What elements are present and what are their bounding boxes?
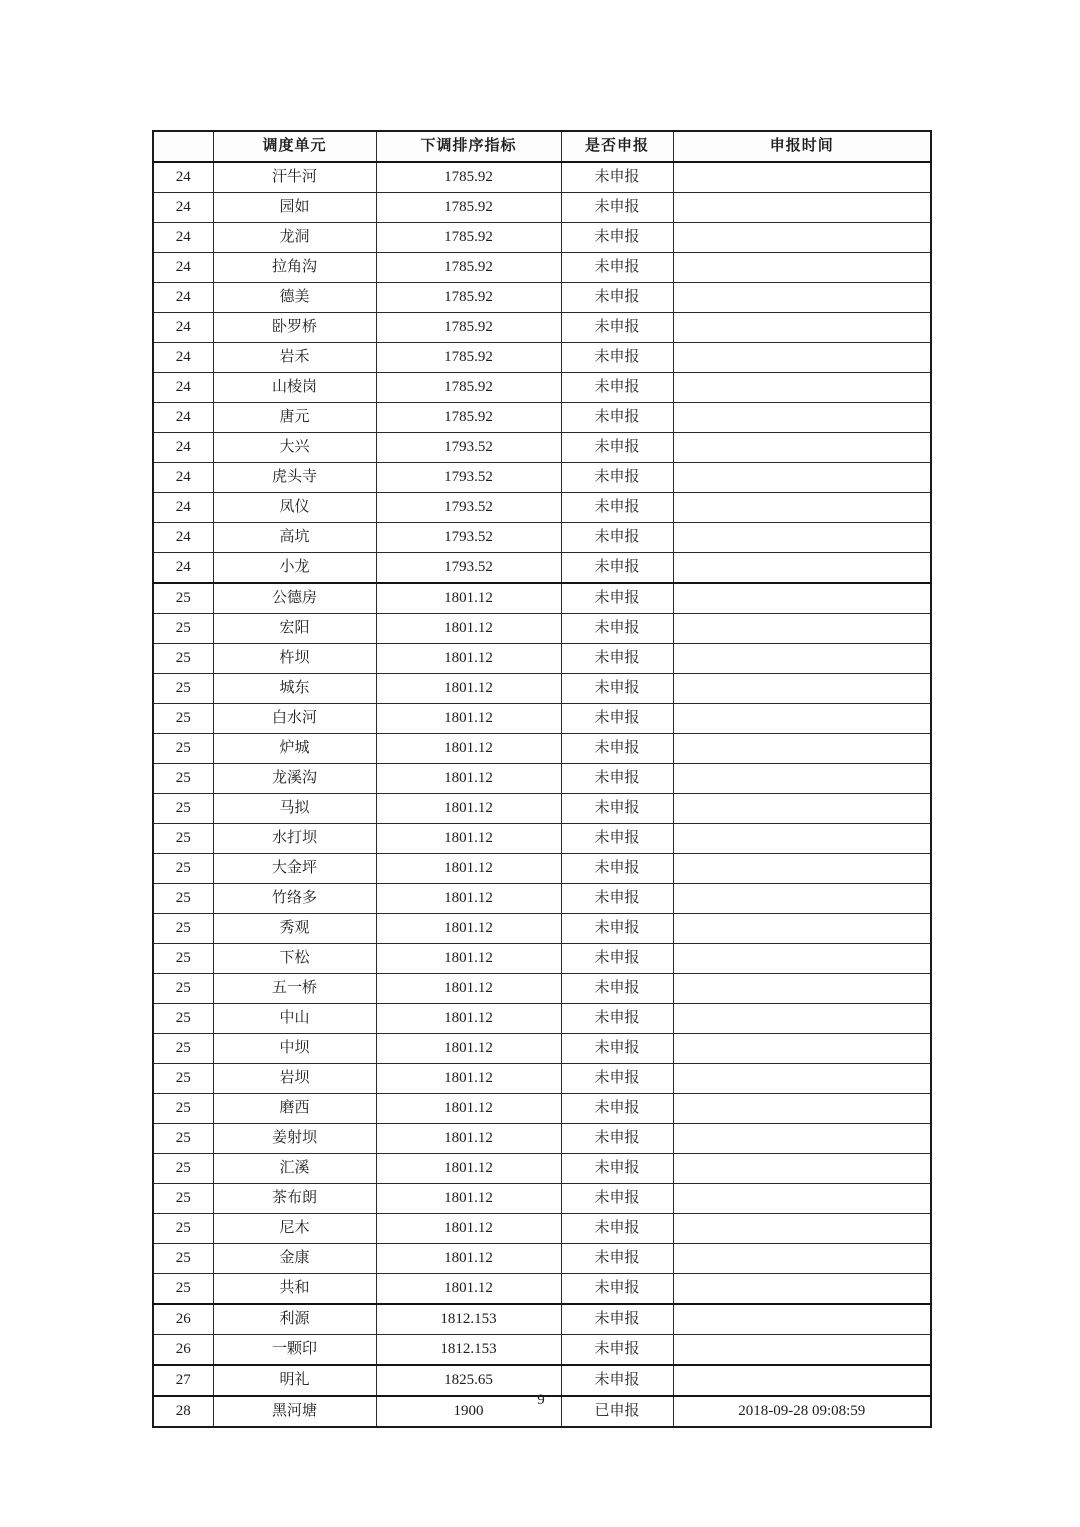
indicator-cell: 1785.92 (376, 223, 561, 253)
time-cell (673, 734, 931, 764)
unit-cell: 磨西 (213, 1094, 376, 1124)
table-row (153, 1034, 931, 1064)
indicator-cell: 1801.12 (376, 1244, 561, 1274)
status-cell: 未申报 (561, 162, 673, 193)
time-cell (673, 674, 931, 704)
time-cell (673, 944, 931, 974)
rank-cell: 27 (153, 1365, 213, 1396)
status-cell: 未申报 (561, 734, 673, 764)
status-cell: 未申报 (561, 1154, 673, 1184)
table-row (153, 704, 931, 734)
status-cell: 未申报 (561, 644, 673, 674)
table-row (153, 583, 931, 614)
status-cell: 未申报 (561, 433, 673, 463)
time-cell (673, 1064, 931, 1094)
indicator-cell: 1793.52 (376, 523, 561, 553)
rank-cell: 25 (153, 583, 213, 614)
unit-cell: 大金坪 (213, 854, 376, 884)
table-row (153, 1335, 931, 1366)
time-cell (673, 433, 931, 463)
indicator-cell: 1785.92 (376, 162, 561, 193)
unit-cell: 公德房 (213, 583, 376, 614)
unit-cell: 汇溪 (213, 1154, 376, 1184)
indicator-cell: 1801.12 (376, 704, 561, 734)
time-cell (673, 914, 931, 944)
rank-cell: 24 (153, 193, 213, 223)
unit-cell: 中山 (213, 1004, 376, 1034)
time-cell (673, 1304, 931, 1335)
status-cell: 未申报 (561, 704, 673, 734)
rank-cell: 25 (153, 884, 213, 914)
col-header-0 (153, 131, 213, 162)
status-cell: 未申报 (561, 583, 673, 614)
indicator-cell: 1801.12 (376, 1034, 561, 1064)
time-cell (673, 824, 931, 854)
table-row (153, 433, 931, 463)
time-cell (673, 794, 931, 824)
unit-cell: 卧罗桥 (213, 313, 376, 343)
table-row (153, 1094, 931, 1124)
rank-cell: 25 (153, 674, 213, 704)
time-cell (673, 884, 931, 914)
unit-cell: 明礼 (213, 1365, 376, 1396)
time-cell (673, 1124, 931, 1154)
header-row (153, 131, 931, 162)
indicator-cell: 1785.92 (376, 343, 561, 373)
status-cell: 未申报 (561, 944, 673, 974)
status-cell: 未申报 (561, 1184, 673, 1214)
indicator-cell: 1801.12 (376, 1214, 561, 1244)
time-cell (673, 1034, 931, 1064)
rank-cell: 25 (153, 1124, 213, 1154)
table-row (153, 283, 931, 313)
rank-cell: 25 (153, 1154, 213, 1184)
unit-cell: 共和 (213, 1274, 376, 1305)
table-row (153, 884, 931, 914)
unit-cell: 高坑 (213, 523, 376, 553)
status-cell: 未申报 (561, 794, 673, 824)
rank-cell: 24 (153, 373, 213, 403)
table-row (153, 1304, 931, 1335)
status-cell: 未申报 (561, 914, 673, 944)
unit-cell: 城东 (213, 674, 376, 704)
table-row (153, 824, 931, 854)
time-cell (673, 704, 931, 734)
col-header-4: 申报时间 (673, 131, 931, 162)
time-cell (673, 1335, 931, 1366)
rank-cell: 25 (153, 644, 213, 674)
time-cell (673, 193, 931, 223)
table-row (153, 854, 931, 884)
table-row (153, 523, 931, 553)
unit-cell: 下松 (213, 944, 376, 974)
unit-cell: 金康 (213, 1244, 376, 1274)
table-row (153, 1214, 931, 1244)
indicator-cell: 1801.12 (376, 1184, 561, 1214)
unit-cell: 秀观 (213, 914, 376, 944)
status-cell: 未申报 (561, 1064, 673, 1094)
page-number: 9 (537, 1392, 545, 1408)
table-row (153, 1184, 931, 1214)
status-cell: 未申报 (561, 253, 673, 283)
status-cell: 未申报 (561, 343, 673, 373)
table-row (153, 253, 931, 283)
indicator-cell: 1801.12 (376, 644, 561, 674)
time-cell (673, 1244, 931, 1274)
indicator-cell: 1801.12 (376, 1064, 561, 1094)
status-cell: 未申报 (561, 1034, 673, 1064)
status-cell: 未申报 (561, 223, 673, 253)
table-row (153, 162, 931, 193)
status-cell: 未申报 (561, 1274, 673, 1305)
table-row (153, 193, 931, 223)
rank-cell: 24 (153, 313, 213, 343)
indicator-cell: 1785.92 (376, 403, 561, 433)
time-cell (673, 313, 931, 343)
table-row (153, 1124, 931, 1154)
rank-cell: 24 (153, 283, 213, 313)
indicator-cell: 1801.12 (376, 1274, 561, 1305)
table-row (153, 1274, 931, 1305)
table-row (153, 944, 931, 974)
indicator-cell: 1812.153 (376, 1335, 561, 1366)
time-cell (673, 583, 931, 614)
indicator-cell: 1825.65 (376, 1365, 561, 1396)
unit-cell: 虎头寺 (213, 463, 376, 493)
table-row (153, 734, 931, 764)
col-header-1: 调度单元 (213, 131, 376, 162)
time-cell (673, 1274, 931, 1305)
status-cell: 未申报 (561, 403, 673, 433)
status-cell: 未申报 (561, 283, 673, 313)
status-cell: 未申报 (561, 193, 673, 223)
rank-cell: 25 (153, 1214, 213, 1244)
unit-cell: 山棱岗 (213, 373, 376, 403)
unit-cell: 凤仪 (213, 493, 376, 523)
rank-cell: 24 (153, 553, 213, 584)
indicator-cell: 1801.12 (376, 674, 561, 704)
table-row (153, 644, 931, 674)
unit-cell: 一颗印 (213, 1335, 376, 1366)
time-cell (673, 553, 931, 584)
indicator-cell: 1801.12 (376, 854, 561, 884)
status-cell: 未申报 (561, 1124, 673, 1154)
rank-cell: 25 (153, 974, 213, 1004)
col-header-2: 下调排序指标 (376, 131, 561, 162)
unit-cell: 拉角沟 (213, 253, 376, 283)
rank-cell: 25 (153, 1034, 213, 1064)
time-cell (673, 523, 931, 553)
unit-cell: 黑河塘 (213, 1396, 376, 1427)
unit-cell: 炉城 (213, 734, 376, 764)
time-cell (673, 1094, 931, 1124)
indicator-cell: 1801.12 (376, 1004, 561, 1034)
indicator-cell: 1785.92 (376, 193, 561, 223)
indicator-cell: 1801.12 (376, 944, 561, 974)
rank-cell: 25 (153, 824, 213, 854)
unit-cell: 姜射坝 (213, 1124, 376, 1154)
indicator-cell: 1785.92 (376, 253, 561, 283)
rank-cell: 25 (153, 734, 213, 764)
indicator-cell: 1801.12 (376, 614, 561, 644)
unit-cell: 白水河 (213, 704, 376, 734)
indicator-cell: 1785.92 (376, 313, 561, 343)
rank-cell: 28 (153, 1396, 213, 1427)
time-cell (673, 162, 931, 193)
status-cell: 未申报 (561, 854, 673, 884)
table-row (153, 914, 931, 944)
table-row (153, 674, 931, 704)
col-header-3: 是否申报 (561, 131, 673, 162)
time-cell (673, 1184, 931, 1214)
indicator-cell: 1812.153 (376, 1304, 561, 1335)
dispatch-table (152, 130, 932, 1428)
indicator-cell: 1785.92 (376, 283, 561, 313)
table-row (153, 493, 931, 523)
rank-cell: 24 (153, 463, 213, 493)
unit-cell: 汗牛河 (213, 162, 376, 193)
time-cell (673, 343, 931, 373)
unit-cell: 小龙 (213, 553, 376, 584)
indicator-cell: 1801.12 (376, 974, 561, 1004)
table-row (153, 463, 931, 493)
unit-cell: 岩禾 (213, 343, 376, 373)
indicator-cell: 1793.52 (376, 493, 561, 523)
table-row (153, 223, 931, 253)
table-row (153, 614, 931, 644)
unit-cell: 大兴 (213, 433, 376, 463)
rank-cell: 25 (153, 1244, 213, 1274)
status-cell: 未申报 (561, 974, 673, 1004)
rank-cell: 26 (153, 1304, 213, 1335)
indicator-cell: 1801.12 (376, 1154, 561, 1184)
status-cell: 未申报 (561, 553, 673, 584)
unit-cell: 岩坝 (213, 1064, 376, 1094)
table-row (153, 974, 931, 1004)
unit-cell: 茶布朗 (213, 1184, 376, 1214)
rank-cell: 25 (153, 944, 213, 974)
indicator-cell: 1801.12 (376, 824, 561, 854)
status-cell: 未申报 (561, 493, 673, 523)
status-cell: 未申报 (561, 313, 673, 343)
time-cell (673, 974, 931, 1004)
unit-cell: 竹络多 (213, 884, 376, 914)
indicator-cell: 1801.12 (376, 1094, 561, 1124)
unit-cell: 杵坝 (213, 644, 376, 674)
status-cell: 未申报 (561, 1094, 673, 1124)
status-cell: 未申报 (561, 674, 673, 704)
rank-cell: 25 (153, 1004, 213, 1034)
table-row (153, 553, 931, 584)
rank-cell: 24 (153, 162, 213, 193)
indicator-cell: 1801.12 (376, 734, 561, 764)
rank-cell: 24 (153, 403, 213, 433)
rank-cell: 24 (153, 223, 213, 253)
time-cell (673, 223, 931, 253)
rank-cell: 25 (153, 794, 213, 824)
rank-cell: 25 (153, 1184, 213, 1214)
rank-cell: 24 (153, 433, 213, 463)
indicator-cell: 1801.12 (376, 884, 561, 914)
status-cell: 未申报 (561, 1304, 673, 1335)
unit-cell: 利源 (213, 1304, 376, 1335)
time-cell (673, 253, 931, 283)
status-cell: 未申报 (561, 463, 673, 493)
indicator-cell: 1801.12 (376, 794, 561, 824)
status-cell: 未申报 (561, 523, 673, 553)
rank-cell: 24 (153, 343, 213, 373)
rank-cell: 25 (153, 1274, 213, 1305)
status-cell: 未申报 (561, 1365, 673, 1396)
status-cell: 未申报 (561, 824, 673, 854)
time-cell (673, 463, 931, 493)
indicator-cell: 1900 (376, 1396, 561, 1427)
unit-cell: 龙洞 (213, 223, 376, 253)
indicator-cell: 1793.52 (376, 463, 561, 493)
status-cell: 未申报 (561, 1244, 673, 1274)
status-cell: 未申报 (561, 1335, 673, 1366)
time-cell (673, 403, 931, 433)
unit-cell: 宏阳 (213, 614, 376, 644)
time-cell (673, 283, 931, 313)
table-row (153, 1154, 931, 1184)
table-row (153, 764, 931, 794)
unit-cell: 唐元 (213, 403, 376, 433)
table-header (153, 131, 931, 162)
table-row (153, 403, 931, 433)
table-row (153, 313, 931, 343)
table-row (153, 1004, 931, 1034)
status-cell: 未申报 (561, 764, 673, 794)
table-row (153, 373, 931, 403)
unit-cell: 尼木 (213, 1214, 376, 1244)
rank-cell: 25 (153, 1094, 213, 1124)
unit-cell: 龙溪沟 (213, 764, 376, 794)
table-body (153, 162, 931, 1427)
rank-cell: 25 (153, 764, 213, 794)
status-cell: 未申报 (561, 614, 673, 644)
rank-cell: 25 (153, 704, 213, 734)
time-cell: 2018-09-28 09:08:59 (673, 1396, 931, 1427)
unit-cell: 德美 (213, 283, 376, 313)
time-cell (673, 493, 931, 523)
time-cell (673, 644, 931, 674)
table-row (153, 1064, 931, 1094)
time-cell (673, 1214, 931, 1244)
unit-cell: 园如 (213, 193, 376, 223)
indicator-cell: 1793.52 (376, 553, 561, 584)
rank-cell: 25 (153, 914, 213, 944)
rank-cell: 24 (153, 493, 213, 523)
status-cell: 未申报 (561, 1004, 673, 1034)
table-row (153, 1244, 931, 1274)
indicator-cell: 1801.12 (376, 914, 561, 944)
rank-cell: 25 (153, 614, 213, 644)
unit-cell: 中坝 (213, 1034, 376, 1064)
indicator-cell: 1801.12 (376, 764, 561, 794)
rank-cell: 24 (153, 523, 213, 553)
table-row (153, 343, 931, 373)
time-cell (673, 1004, 931, 1034)
rank-cell: 25 (153, 1064, 213, 1094)
rank-cell: 26 (153, 1335, 213, 1366)
status-cell: 已申报 (561, 1396, 673, 1427)
time-cell (673, 1154, 931, 1184)
time-cell (673, 854, 931, 884)
status-cell: 未申报 (561, 373, 673, 403)
rank-cell: 24 (153, 253, 213, 283)
indicator-cell: 1801.12 (376, 583, 561, 614)
status-cell: 未申报 (561, 884, 673, 914)
rank-cell: 25 (153, 854, 213, 884)
indicator-cell: 1793.52 (376, 433, 561, 463)
unit-cell: 马拟 (213, 794, 376, 824)
unit-cell: 五一桥 (213, 974, 376, 1004)
time-cell (673, 373, 931, 403)
time-cell (673, 764, 931, 794)
unit-cell: 水打坝 (213, 824, 376, 854)
indicator-cell: 1785.92 (376, 373, 561, 403)
indicator-cell: 1801.12 (376, 1124, 561, 1154)
table-row (153, 794, 931, 824)
time-cell (673, 614, 931, 644)
status-cell: 未申报 (561, 1214, 673, 1244)
